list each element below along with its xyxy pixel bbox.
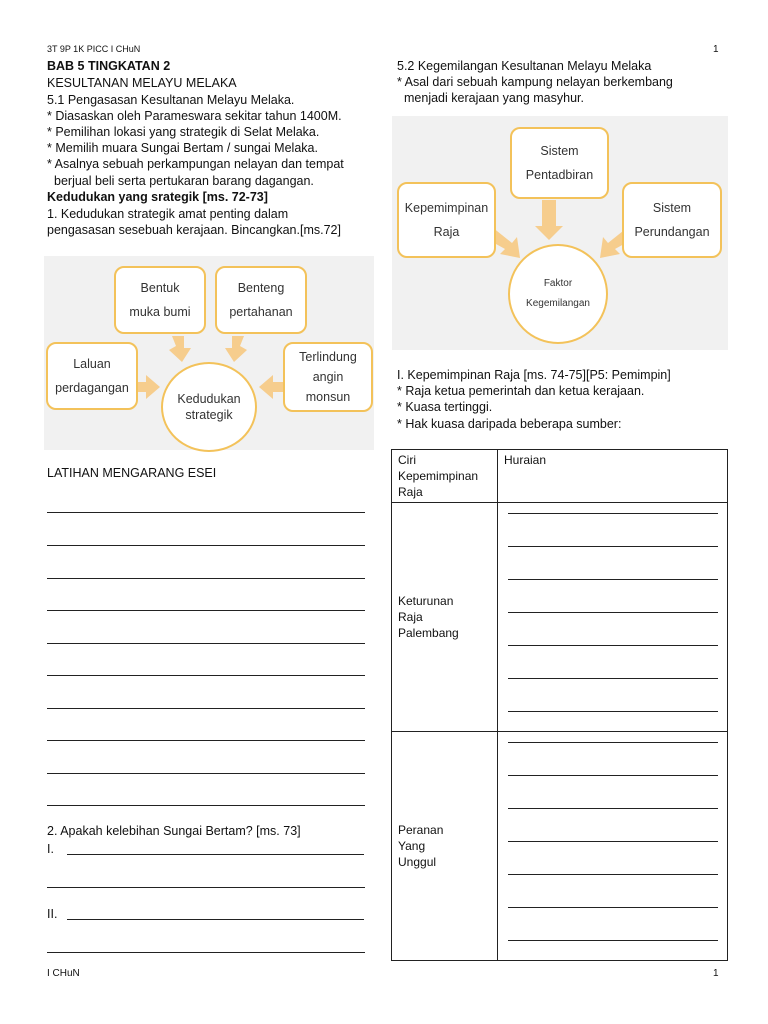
node-kedudukan-strategik <box>161 362 257 452</box>
node-label: Sistem <box>652 201 692 215</box>
bullet-item: berjual beli serta pertukaran barang dagangan. <box>54 174 314 188</box>
page-number-top: 1 <box>713 44 719 55</box>
node-label: Kegemilangan <box>526 298 590 309</box>
node-label: Faktor <box>543 278 573 289</box>
node-faktor-kegemilangan <box>508 244 608 344</box>
answer-line <box>47 643 365 644</box>
chapter-title: BAB 5 TINGKATAN 2 <box>47 59 171 73</box>
node-label: Kedudukan <box>177 392 241 406</box>
answer-line <box>47 708 365 709</box>
answer-line <box>508 612 718 613</box>
answer-line <box>47 545 365 546</box>
answer-line <box>47 610 365 611</box>
answer-line <box>67 919 364 920</box>
answer-line <box>508 808 718 809</box>
node-bentuk-muka-bumi <box>114 266 206 334</box>
answer-line <box>47 512 365 513</box>
answer-line <box>508 874 718 875</box>
node-label: monsun <box>305 390 351 404</box>
table-header-cell <box>392 450 498 503</box>
row-label-line: Keturunan <box>398 594 454 608</box>
table-cell <box>498 732 728 961</box>
answer-line <box>508 678 718 679</box>
essay-heading: LATIHAN MENGARANG ESEI <box>47 466 217 480</box>
row-label-line: Raja <box>398 610 423 624</box>
question-2: 2. Apakah kelebihan Sungai Bertam? [ms. 73] <box>47 824 301 838</box>
node-kepemimpinan-raja <box>397 182 496 258</box>
table-cell <box>392 503 498 732</box>
answer-label-ii: II. <box>47 907 58 921</box>
point-item: * Hak kuasa daripada beberapa sumber: <box>397 417 622 431</box>
node-sistem-perundangan <box>622 182 722 258</box>
intro-line: menjadi kerajaan yang masyhur. <box>404 91 584 105</box>
row-label-line: Palembang <box>398 626 459 640</box>
node-label: Benteng <box>237 281 285 295</box>
point-item: * Kuasa tertinggi. <box>397 400 493 414</box>
header-label: Huraian <box>504 453 547 467</box>
table-header-cell <box>498 450 728 503</box>
node-label: perdagangan <box>55 381 129 395</box>
table-row <box>392 503 728 732</box>
node-label: Sistem <box>540 144 579 158</box>
answer-line <box>47 952 365 953</box>
header-line: Kepemimpinan <box>398 469 479 483</box>
answer-line <box>47 773 365 774</box>
row-label-line: Unggul <box>398 855 437 869</box>
node-label: Pentadbiran <box>525 168 594 182</box>
table-cell <box>392 732 498 961</box>
answer-line <box>47 578 365 579</box>
bullet-item: * Pemilihan lokasi yang strategik di Selat Melaka. <box>47 125 320 139</box>
kepemimpinan-table <box>391 449 728 961</box>
answer-line <box>508 940 718 941</box>
bullet-item: * Diasaskan oleh Parameswara sekitar tahun 1400M. <box>47 109 342 123</box>
node-label: Perundangan <box>634 225 710 239</box>
node-laluan-perdagangan <box>46 342 138 410</box>
node-label: angin <box>312 370 344 384</box>
page-number-bottom: 1 <box>713 968 719 979</box>
footer-author: I CHuN <box>47 968 80 979</box>
header-line: Ciri <box>398 453 416 467</box>
table-cell <box>498 503 728 732</box>
point-item: * Raja ketua pemerintah dan ketua kerajaan. <box>397 384 645 398</box>
node-sistem-pentadbiran <box>510 127 609 199</box>
node-label: Kepemimpinan <box>404 201 489 215</box>
answer-line <box>47 805 365 806</box>
bullet-item: * Memilih muara Sungai Bertam / sungai Melaka. <box>47 141 318 155</box>
row-label-line: Yang <box>398 839 426 853</box>
answer-line <box>508 742 718 743</box>
row-label-line: Peranan <box>398 823 444 837</box>
table-header-row <box>392 450 728 503</box>
answer-line <box>508 711 718 712</box>
node-label: Laluan <box>73 357 111 371</box>
answer-line <box>508 841 718 842</box>
node-label: Terlindung <box>299 350 357 364</box>
answer-line <box>508 775 718 776</box>
node-label: muka bumi <box>129 305 191 319</box>
node-label: Bentuk <box>140 281 180 295</box>
subheading: Kedudukan yang srategik [ms. 72-73] <box>47 190 268 204</box>
answer-line <box>508 579 718 580</box>
question-1-line-2: pengasasan sesebuah kerajaan. Bincangkan.[ms.72] <box>47 223 341 237</box>
heading-kepemimpinan: I. Kepemimpinan Raja [ms. 74-75][P5: Pemimpin] <box>397 368 671 382</box>
answer-line <box>47 887 365 888</box>
header-line: Raja <box>398 485 423 499</box>
answer-line <box>47 740 365 741</box>
intro-line: * Asal dari sebuah kampung nelayan berkembang <box>397 75 673 89</box>
node-label: strategik <box>185 408 233 422</box>
answer-line <box>67 854 364 855</box>
answer-label-i: I. <box>47 842 54 856</box>
table-row <box>392 732 728 961</box>
section-heading: 5.1 Pengasasan Kesultanan Melayu Melaka. <box>47 93 295 107</box>
node-benteng-pertahanan <box>215 266 307 334</box>
bullet-item: * Asalnya sebuah perkampungan nelayan dan tempat <box>47 157 344 171</box>
question-1-line-1: 1. Kedudukan strategik amat penting dalam <box>47 207 289 221</box>
node-terlindung-angin-monsun <box>283 342 373 412</box>
answer-line <box>508 907 718 908</box>
page-title: KESULTANAN MELAYU MELAKA <box>47 76 237 90</box>
answer-line <box>508 546 718 547</box>
section-heading-right: 5.2 Kegemilangan Kesultanan Melayu Melaka <box>397 59 652 73</box>
node-label: pertahanan <box>229 305 293 319</box>
answer-line <box>508 645 718 646</box>
answer-line <box>508 513 718 514</box>
answer-line <box>47 675 365 676</box>
node-label: Raja <box>433 225 460 239</box>
page-header-code: 3T 9P 1K PICC I CHuN <box>47 44 141 54</box>
